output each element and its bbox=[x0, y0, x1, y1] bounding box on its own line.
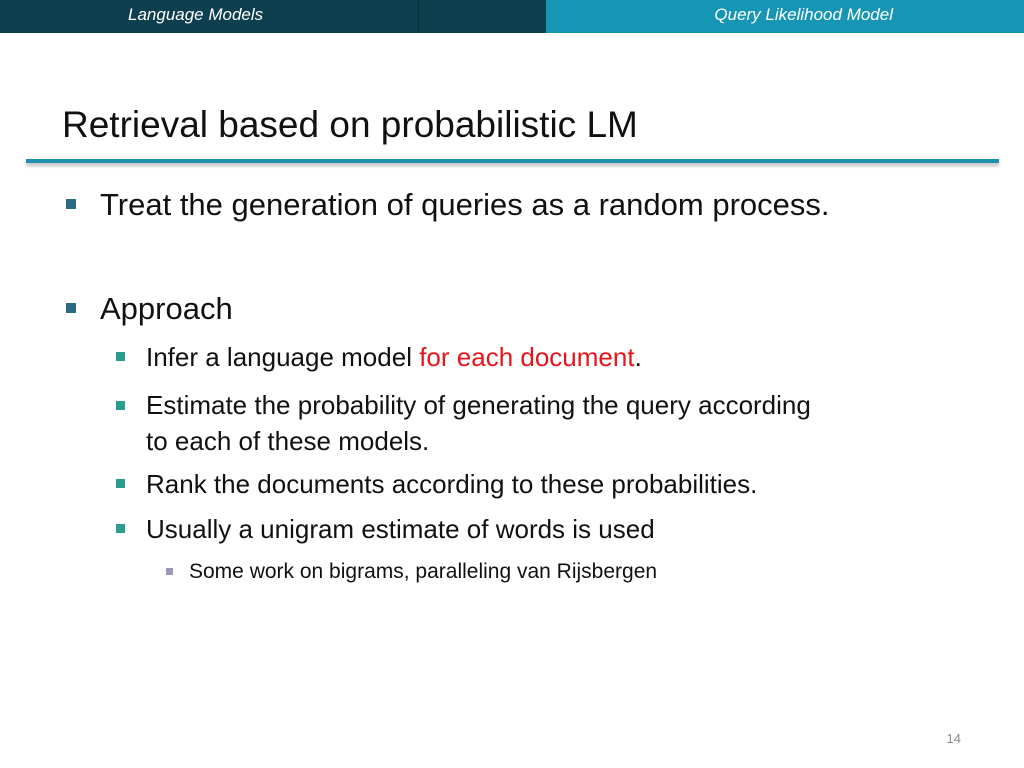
bullet-treat-generation bbox=[100, 187, 829, 223]
title-divider bbox=[26, 159, 999, 163]
bullet-text-suffix: . bbox=[634, 342, 642, 372]
bullet-text: Approach bbox=[100, 291, 233, 326]
bullet-approach bbox=[100, 291, 233, 327]
bullet-text: Rank the documents according to these probabilities. bbox=[146, 469, 758, 499]
nav-label-query-likelihood: Query Likelihood Model bbox=[714, 5, 893, 24]
bullet-text: Treat the generation of queries as a random process. bbox=[100, 187, 830, 222]
nav-section-spacer bbox=[418, 0, 546, 33]
square-bullet-icon bbox=[116, 352, 125, 361]
bullet-estimate-probability bbox=[146, 387, 811, 459]
bullet-text-line-1: Estimate the probability of generating the query according bbox=[146, 390, 811, 420]
nav-section-language-models[interactable] bbox=[0, 0, 418, 33]
bullet-rank-documents bbox=[146, 469, 757, 500]
bullet-text-line-2: to each of these models. bbox=[146, 426, 430, 456]
bullet-text: Usually a unigram estimate of words is used bbox=[146, 514, 655, 544]
bullet-bigrams-work bbox=[189, 560, 657, 584]
bullet-text: Some work on bigrams, paralleling van Rijsbergen bbox=[189, 560, 658, 583]
square-bullet-icon bbox=[116, 479, 125, 488]
nav-section-query-likelihood[interactable] bbox=[546, 0, 1024, 33]
square-bullet-icon bbox=[66, 303, 76, 313]
bullet-unigram-estimate bbox=[146, 514, 655, 545]
nav-label-language-models: Language Models bbox=[128, 5, 264, 24]
square-bullet-icon bbox=[116, 401, 125, 410]
highlight-text: for each document bbox=[419, 342, 635, 372]
page-number: 14 bbox=[946, 731, 961, 746]
square-bullet-icon bbox=[66, 199, 76, 209]
slide-title: Retrieval based on probabilistic LM bbox=[62, 104, 638, 145]
bullet-infer-language-model bbox=[146, 342, 642, 373]
square-bullet-icon bbox=[166, 568, 173, 575]
square-bullet-icon bbox=[116, 524, 125, 533]
top-nav-bar bbox=[0, 0, 1024, 33]
bullet-text: Infer a language model bbox=[146, 342, 420, 372]
